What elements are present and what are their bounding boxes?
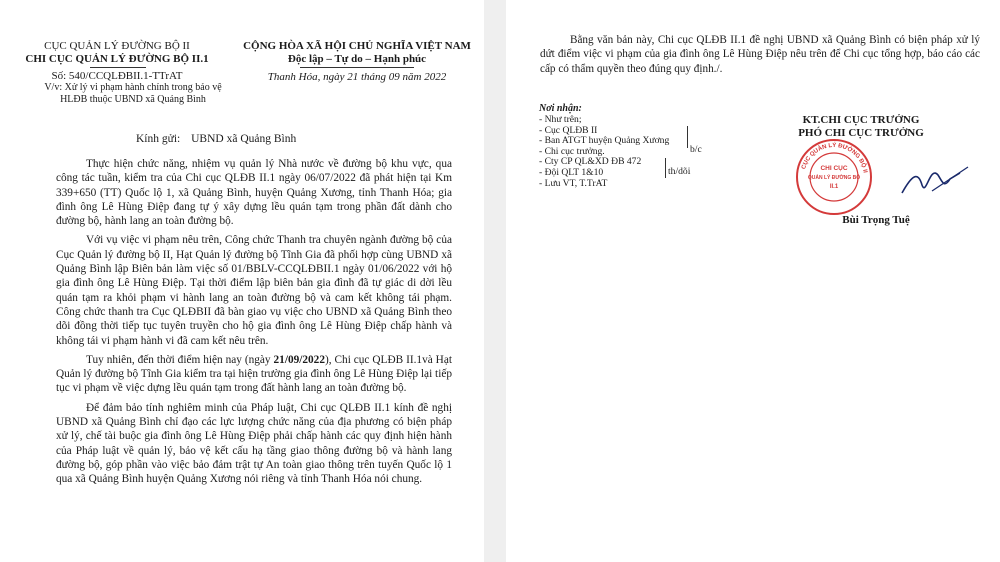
stamp-line-1: CHI CỤC <box>820 165 848 172</box>
recipient-item: - Lưu VT, T.TrAT <box>539 177 608 189</box>
stamp-and-signature <box>772 135 982 217</box>
paragraph-3 <box>56 353 452 396</box>
sign-title-1: KT.CHI CỤC TRƯỞNG <box>802 114 920 126</box>
recipient-name: UBND xã Quảng Bình <box>191 133 297 145</box>
agency-underline <box>90 67 146 68</box>
recipients-title: Nơi nhận: <box>539 103 582 114</box>
document-number: Số: 540/CCQLĐBII.1-TTrAT <box>51 70 183 82</box>
bracket-note-2: th/dõi <box>668 166 691 177</box>
paragraph-1: Thực hiện chức năng, nhiệm vụ quản lý Nhà nước về đường bộ khu vực, qua công tác tuần, kiểm tra của Chi cục QLĐB II.1 ngày 06/07/2022 đã phát hiện tại Km 339+650 (TT) Quốc lộ 1, xã Quảng Bình, huyện Quảng Xương, tỉnh Thanh Hóa; gia đình ông Lê Hùng Điệp đang tự ý xây dựng lều quán tạm trong phần đất dành cho đường bộ, hành lang an toàn đường bộ. <box>56 158 452 228</box>
place-date: Thanh Hóa, ngày 21 tháng 09 năm 2022 <box>267 71 447 83</box>
letter-body <box>56 157 452 492</box>
recipient-item: - Cty CP QL&XD ĐB 472 <box>539 156 642 168</box>
bracket-line-1 <box>686 126 688 148</box>
paragraph-2: Với vụ việc vi phạm nêu trên, Công chức Thanh tra chuyên ngành đường bộ của Cục Quản lý đường bộ II, Hạt Quản lý đường bộ Tĩnh Gia đã phối hợp cùng UBND xã Quảng Bình lập Biên bản làm việc số 01/BBLV-CCQLĐBII.1 ngày 01/06/2022 với hộ gia đình ông Lê Hùng Điệp. Tại thời điểm lập biên bản gia đình đã tự giác di dời lều quán tạm ra khỏi phạm vi hành lang an toàn đường bộ và cam kết không tái phạm. Công chức thanh tra Cục QLĐBII đã bàn giao vụ việc cho UBND xã Quảng Bình theo dõi đồng thời tiếp tục tuyên truyền cho hộ gia đình ông Lê Hùng Điệp chấp hành và không tái vi phạm hành vi đã cam kết nêu trên. <box>56 234 452 347</box>
signer-name: Bùi Trọng Tuệ <box>842 214 910 226</box>
paragraph-3-part-b: ), Chi cục QLĐB II.1và Hạt Quản lý đường bộ Tĩnh Gia kiểm tra tại hiện trường gia đình ông Lê Hùng Điệp lại tiếp tục vi phạm về việc dựng lều quán tạm trong đất hành lang an toàn đường bộ. <box>56 353 452 395</box>
stamp-line-3: II.1 <box>829 184 839 190</box>
paragraph-3-date: 21/09/2022 <box>273 353 325 366</box>
recipient-line <box>136 133 296 145</box>
recipient-item: - Như trên; <box>539 114 582 125</box>
recipient-item: - Đội QLT 1&10 <box>539 166 604 178</box>
closing-paragraph-block <box>540 33 980 81</box>
paragraph-4: Để đảm bảo tính nghiêm minh của Pháp luật, Chi cục QLĐB II.1 kính đề nghị UBND xã Quảng Bình chỉ đạo các lực lượng chức năng của địa phương có biện pháp xử lý, chế tài buộc gia đình ông Lê Hùng Điệp phải chấp hành các quy định hiện hành của Pháp luật về quản lý, bảo vệ kết cấu hạ tầng giao thông đường bộ và hành lang đường bộ, góp phần vào việc bảo đảm trật tự An toàn giao thông trên tuyến Quốc lộ 1 qua xã Quảng Bình huyện Quảng Xương nói riêng và tỉnh Thanh Hóa nói chung. <box>56 401 452 486</box>
stamp-line-2: QUẢN LÝ ĐƯỜNG BỘ <box>807 175 861 181</box>
document-page-2 <box>506 0 1000 562</box>
official-stamp <box>797 140 871 214</box>
agency-parent: CỤC QUẢN LÝ ĐƯỜNG BỘ II <box>44 40 190 52</box>
page-gap <box>484 0 506 562</box>
closing-paragraph: Bằng văn bản này, Chi cục QLĐB II.1 đề nghị UBND xã Quảng Bình có biện pháp xử lý dứt điểm việc vi phạm của gia đình ông Lê Hùng Điệp nêu trên để Chi cục tổng hợp, báo cáo các cấp có thẩm quyền theo đúng quy định./. <box>540 34 980 75</box>
national-motto: Độc lập – Tự do – Hạnh phúc <box>287 53 427 65</box>
sign-title-2: PHÓ CHI CỤC TRƯỞNG <box>798 127 924 139</box>
motto-underline <box>300 67 414 68</box>
document-subject: V/v: Xử lý vi phạm hành chính trong bảo vệ HLĐB thuộc UBND xã Quảng Bình <box>44 82 222 105</box>
agency-name: CHI CỤC QUẢN LÝ ĐƯỜNG BỘ II.1 <box>25 53 209 65</box>
recipient-item: - Cục QLĐB II <box>539 124 598 136</box>
paragraph-3-part-a: Tuy nhiên, đến thời điểm hiện nay (ngày <box>86 353 274 366</box>
stamp-ring-text: CỤC QUẢN LÝ ĐƯỜNG BỘ II <box>801 142 868 174</box>
recipient-item: - Chi cục trưởng. <box>539 145 605 157</box>
recipient-item: - Ban ATGT huyện Quảng Xương <box>539 135 670 147</box>
signature-stroke <box>902 173 960 193</box>
document-page-1 <box>0 0 484 562</box>
nation-title: CỘNG HÒA XÃ HỘI CHỦ NGHĨA VIỆT NAM <box>243 40 471 52</box>
signature-flourish <box>932 167 968 191</box>
recipients-list <box>539 115 669 189</box>
recipient-label: Kính gửi: <box>136 133 181 145</box>
bracket-note-1: b/c <box>690 144 702 155</box>
bracket-line-2 <box>664 158 666 178</box>
